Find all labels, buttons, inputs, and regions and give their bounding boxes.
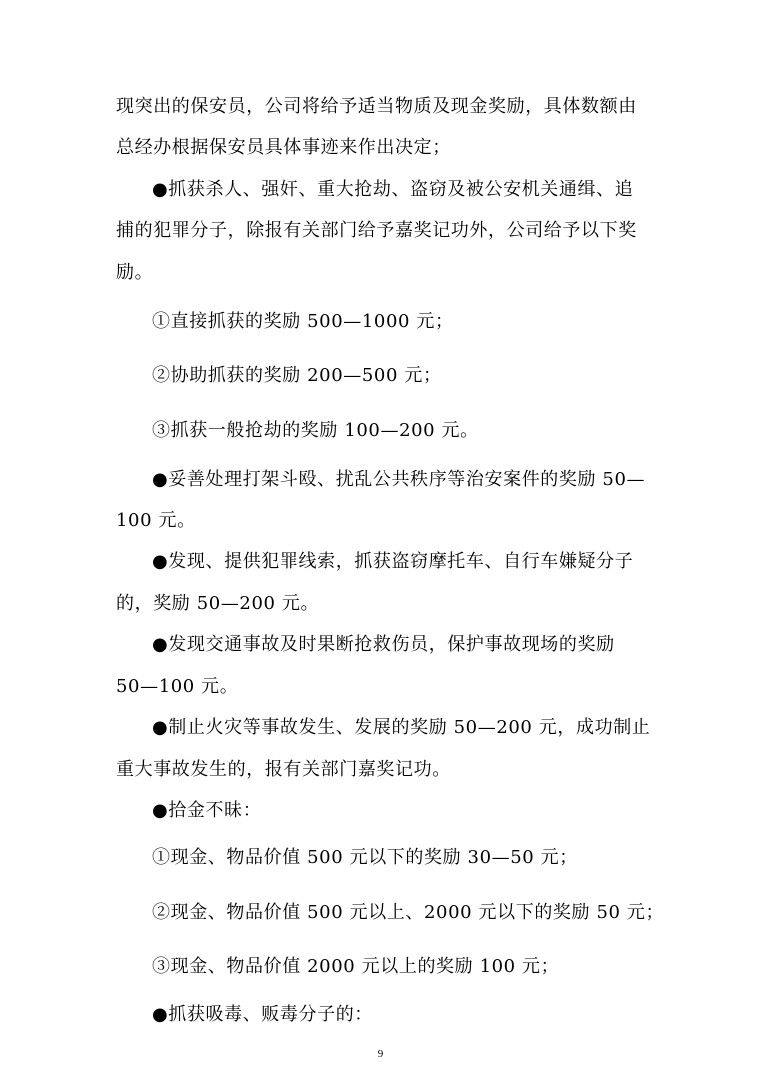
text-line: ●妥善处理打架斗殴、扰乱公共秩序等治安案件的奖励 50— [152, 469, 646, 490]
text-line: 的，奖励 50—200 元。 [116, 593, 320, 614]
text-line: ①直接抓获的奖励 500—1000 元； [152, 311, 454, 332]
text-line: ●制止火灾等事故发生、发展的奖励 50—200 元，成功制止 [152, 717, 651, 738]
text-line: ●发现、提供犯罪线索，抓获盗窃摩托车、自行车嫌疑分子 [152, 551, 634, 572]
text-line: ③抓获一般抢劫的奖励 100—200 元。 [152, 420, 479, 441]
text-line: 励。 [116, 262, 154, 283]
text-line: 100 元。 [116, 510, 196, 531]
text-line: ●抓获杀人、强奸、重大抢劫、盗窃及被公安机关通缉、追 [152, 179, 634, 200]
text-line: 现突出的保安员，公司将给予适当物质及现金奖励，具体数额由 [116, 96, 637, 117]
text-line: 重大事故发生的，报有关部门嘉奖记功。 [116, 759, 451, 780]
page-number: 9 [377, 1048, 384, 1060]
text-line: 捕的犯罪分子，除报有关部门给予嘉奖记功外，公司给予以下奖 [116, 220, 637, 241]
text-line: ●抓获吸毒、贩毒分子的： [152, 1004, 373, 1025]
text-line: 总经办根据保安员具体事迹来作出决定； [116, 137, 451, 158]
text-line: ②协助抓获的奖励 200—500 元； [152, 365, 442, 386]
text-line: ③现金、物品价值 2000 元以上的奖励 100 元； [152, 956, 560, 977]
text-line: ●发现交通事故及时果断抢救伤员，保护事故现场的奖励 [152, 634, 615, 655]
text-line: ①现金、物品价值 500 元以下的奖励 30—50 元； [152, 847, 578, 868]
text-line: ●拾金不昧： [152, 800, 262, 821]
text-line: ②现金、物品价值 500 元以上、2000 元以下的奖励 50 元； [152, 902, 665, 923]
text-line: 50—100 元。 [116, 676, 239, 697]
